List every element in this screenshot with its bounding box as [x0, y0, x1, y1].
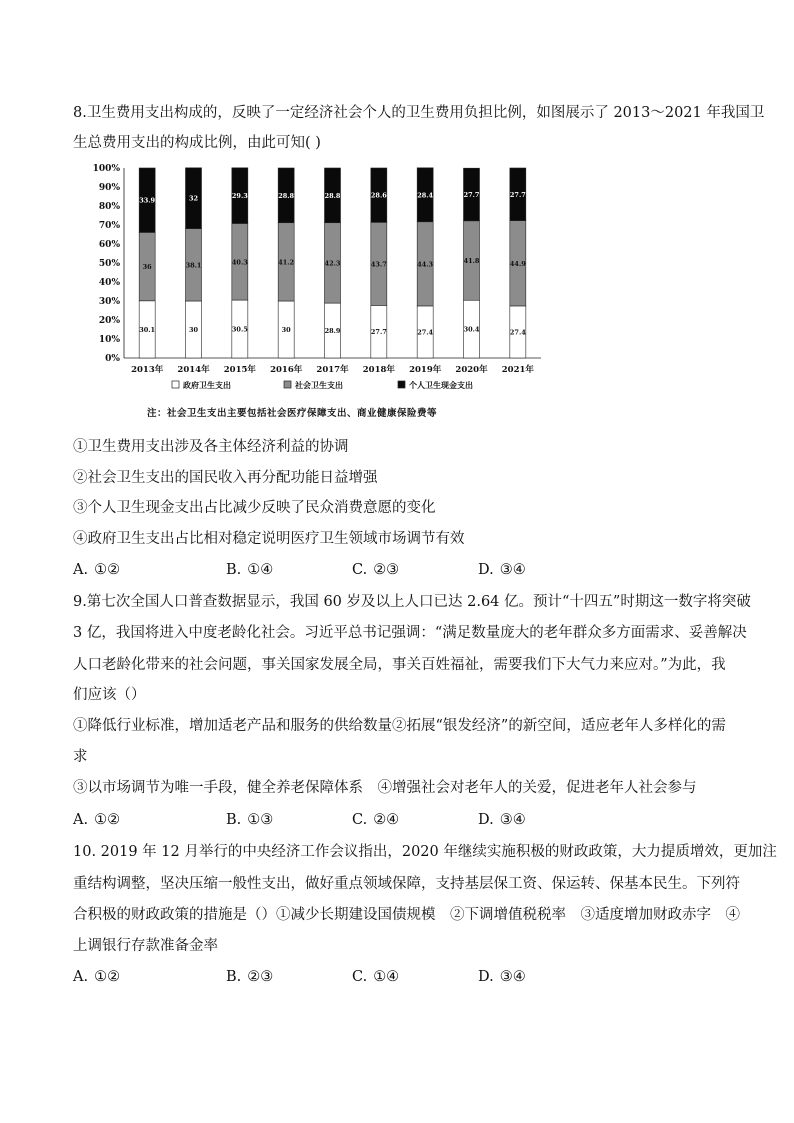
bar-value-label: 27.7: [509, 190, 526, 199]
legend-swatch: [284, 381, 291, 388]
bar-value-label: 30: [281, 326, 291, 334]
q10-line-1: 10. 2019 年 12 月举行的中央经济工作会议指出，2020 年继续实施积极的财政政策，大力提质增效，更加注: [73, 844, 777, 860]
q10-line-4: 上调银行存款准备金率: [73, 938, 218, 954]
y-tick-label: 40%: [98, 278, 120, 288]
bar-value-label: 30: [188, 326, 199, 334]
bar-value-label: 27.4: [509, 328, 526, 337]
x-tick-label: 2020年: [455, 365, 488, 375]
x-tick-label: 2015年: [223, 365, 256, 375]
x-tick-label: 2014年: [177, 365, 210, 375]
q9-option-c[interactable]: C. ②④: [352, 812, 400, 828]
q8-option-d[interactable]: D. ③④: [478, 562, 526, 578]
q8-intro-line-2: 生总费用支出的构成比例，由此可知( ): [73, 135, 321, 151]
q9-line-2: 3 亿，我国将进入中度老龄化社会。习近平总书记强调：“满足数量庞大的老年群众多方面需求、妥善解决: [73, 625, 747, 641]
q8-statement-3: ③个人卫生现金支出占比减少反映了民众消费意愿的变化: [73, 500, 436, 516]
q9-statement-line-3: ③以市场调节为唯一手段，健全养老保障体系 ④增强社会对老年人的关爱，促进老年人社会参与: [73, 780, 697, 796]
bar-value-label: 27.7: [463, 191, 480, 200]
bar-value-label: 43.7: [370, 260, 387, 269]
q10-option-a[interactable]: A. ①②: [73, 969, 121, 985]
y-tick-label: 60%: [98, 240, 120, 250]
y-tick-label: 90%: [98, 183, 120, 193]
q9-option-d[interactable]: D. ③④: [478, 812, 526, 828]
q8-statement-2: ②社会卫生支出的国民收入再分配功能日益增强: [73, 470, 378, 486]
y-tick-label: 100%: [92, 164, 120, 174]
y-tick-label: 50%: [98, 259, 120, 269]
q9-option-b[interactable]: B. ①③: [226, 812, 274, 828]
bar-value-label: 33.9: [139, 196, 156, 205]
bar-value-label: 36: [142, 263, 152, 272]
x-tick-label: 2016年: [270, 365, 303, 375]
stacked-bar-chart: [86, 160, 556, 400]
bar-value-label: 44.9: [509, 259, 526, 268]
bar-value-label: 30.4: [463, 325, 480, 334]
x-tick-label: 2021年: [501, 365, 534, 375]
legend-label: 个人卫生现金支出: [409, 380, 473, 390]
legend-label: 社会卫生支出: [295, 380, 343, 390]
q8-statement-4: ④政府卫生支出占比相对稳定说明医疗卫生领域市场调节有效: [73, 531, 465, 547]
x-tick-label: 2019年: [409, 365, 442, 375]
bar-value-label: 40.3: [231, 258, 248, 267]
bar-value-label: 28.6: [370, 191, 387, 200]
q9-option-a[interactable]: A. ①②: [73, 812, 121, 828]
q8-statement-1: ①卫生费用支出涉及各主体经济利益的协调: [73, 439, 349, 455]
bar-value-label: 44.3: [417, 260, 434, 269]
y-tick-label: 10%: [98, 335, 120, 345]
y-tick-label: 70%: [98, 221, 120, 231]
bar-value-label: 41.8: [463, 257, 480, 266]
bar-value-label: 28.9: [324, 327, 341, 336]
y-tick-label: 30%: [98, 297, 120, 307]
q8-option-c[interactable]: C. ②③: [352, 562, 400, 578]
q8-intro-line-1: 8.卫生费用支出构成的，反映了一定经济社会个人的卫生费用负担比例，如图展示了 2013～2021 年我国卫: [73, 105, 765, 121]
y-tick-label: 80%: [98, 202, 120, 212]
chart-note: 注：社会卫生支出主要包括社会医疗保障支出、商业健康保险费等: [147, 408, 438, 419]
legend-swatch: [398, 381, 405, 388]
bar-value-label: 30.5: [231, 325, 248, 334]
bar-value-label: 42.3: [324, 259, 341, 268]
q9-line-3: 人口老龄化带来的社会问题，事关国家发展全局，事关百姓福祉，需要我们下大气力来应对。”为此，我: [73, 657, 726, 673]
bar-value-label: 27.4: [417, 328, 434, 337]
y-tick-label: 0%: [105, 354, 120, 364]
bar-value-label: 32: [188, 194, 199, 203]
y-tick-label: 20%: [98, 316, 120, 326]
x-tick-label: 2017年: [316, 365, 349, 375]
legend-swatch: [172, 381, 179, 388]
x-tick-label: 2013年: [131, 365, 164, 375]
q9-line-1: 9.第七次全国人口普查数据显示，我国 60 岁及以上人口已达 2.64 亿。预计“十四五”时期这一数字将突破: [73, 594, 751, 610]
bar-value-label: 41.2: [278, 258, 295, 267]
bar-value-label: 27.7: [370, 328, 387, 337]
q10-option-d[interactable]: D. ③④: [478, 969, 526, 985]
bar-value-label: 28.4: [417, 191, 434, 200]
q10-option-b[interactable]: B. ②③: [226, 969, 274, 985]
q10-line-3: 合积极的财政政策的措施是（）①减少长期建设国债规模 ②下调增值税税率 ③适度增加财政赤字 ④: [73, 907, 740, 923]
q10-line-2: 重结构调整，坚决压缩一般性支出，做好重点领域保障，支持基层保工资、保运转、保基本民生。下列符: [73, 876, 740, 892]
q9-line-4: 们应该（）: [73, 687, 146, 703]
bar-value-label: 28.8: [324, 191, 341, 200]
legend-label: 政府卫生支出: [183, 380, 231, 390]
q8-option-b[interactable]: B. ①④: [226, 562, 274, 578]
bar-value-label: 38.1: [185, 261, 202, 270]
bar-value-label: 29.3: [231, 192, 248, 201]
q8-option-a[interactable]: A. ①②: [73, 562, 121, 578]
bar-value-label: 30.1: [139, 325, 156, 334]
q10-option-c[interactable]: C. ①④: [352, 969, 400, 985]
q9-statement-line-1: ①降低行业标准，增加适老产品和服务的供给数量②拓展“银发经济”的新空间，适应老年人多样化的需: [73, 718, 726, 734]
x-tick-label: 2018年: [362, 365, 395, 375]
bar-value-label: 28.8: [278, 191, 295, 200]
q9-statement-line-2: 求: [73, 749, 88, 765]
